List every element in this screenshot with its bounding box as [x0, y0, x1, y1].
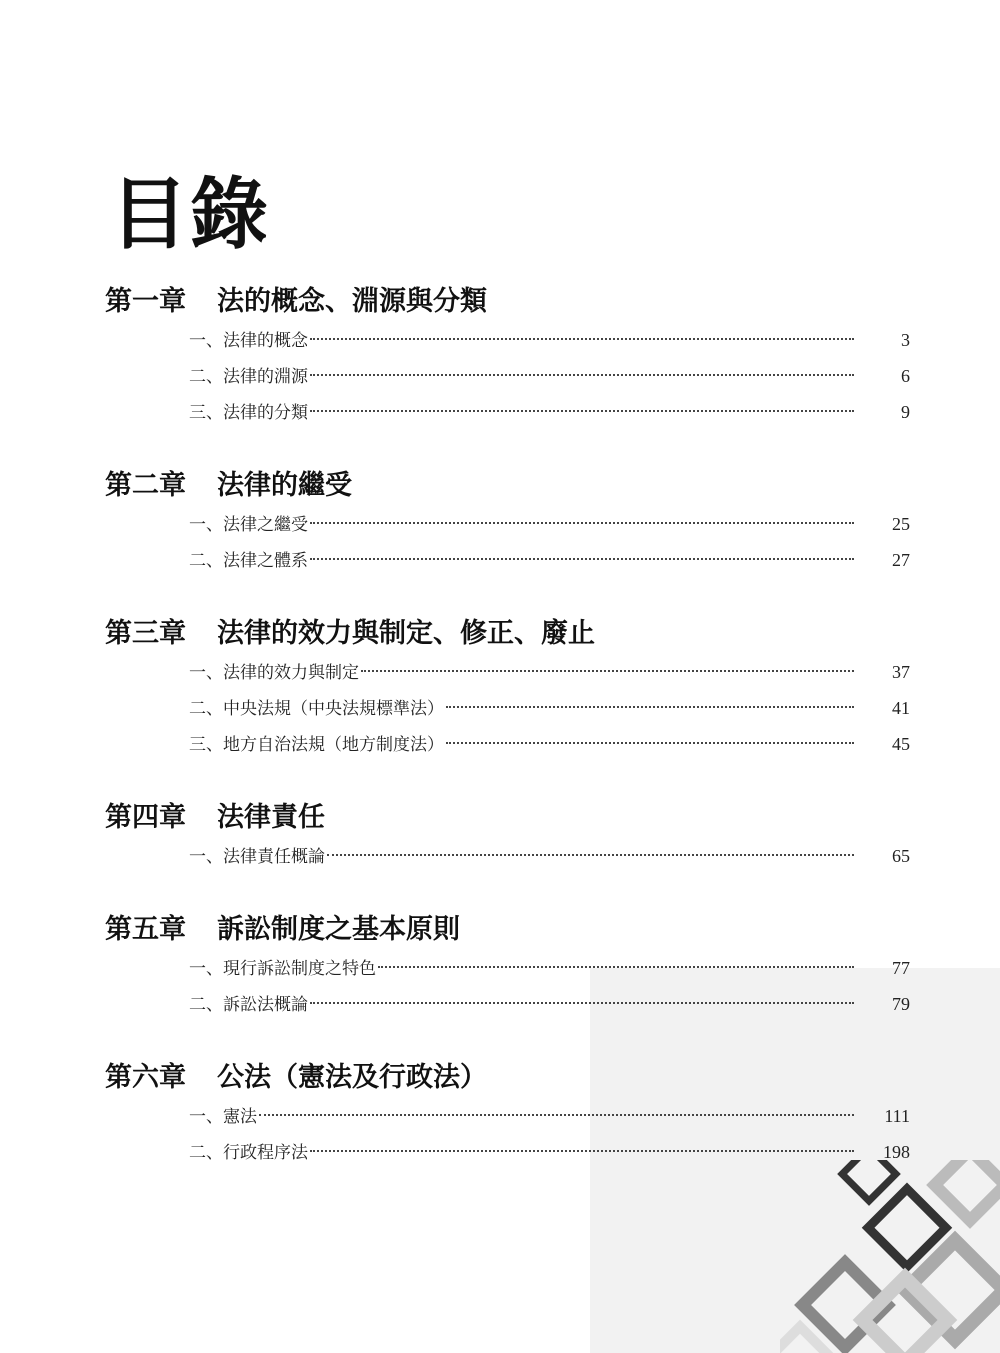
- entry-title: 二、中央法規（中央法規標準法）: [189, 699, 444, 719]
- chapter-6: [105, 1058, 910, 1170]
- chapter-1: [105, 282, 910, 430]
- dot-leader: [310, 374, 854, 376]
- dot-leader: [361, 670, 854, 672]
- page-number: 3: [901, 330, 910, 350]
- chapter-number: 第四章: [105, 802, 186, 833]
- page-number: 41: [892, 698, 910, 718]
- chapter-4: [105, 798, 910, 874]
- page-number: 77: [892, 958, 910, 978]
- chapter-number: 第一章: [105, 286, 186, 317]
- table-of-contents: [105, 282, 910, 1206]
- dot-leader: [378, 966, 854, 968]
- chapter-number: 第三章: [105, 618, 186, 649]
- chapter-heading[interactable]: [105, 798, 910, 838]
- chapter-name: 法律的繼受: [217, 470, 352, 501]
- entry-title: 二、法律的淵源: [189, 367, 308, 387]
- entry-title: 一、憲法: [189, 1107, 257, 1127]
- chapter-2: [105, 466, 910, 578]
- chapter-heading[interactable]: [105, 614, 910, 654]
- toc-entry[interactable]: [189, 838, 910, 874]
- chapter-name: 法的概念、淵源與分類: [217, 286, 487, 317]
- entry-title: 二、訴訟法概論: [189, 995, 308, 1015]
- toc-entry[interactable]: [189, 690, 910, 726]
- page-number: 79: [892, 994, 910, 1014]
- dot-leader: [310, 410, 854, 412]
- entry-title: 一、法律之繼受: [189, 515, 308, 535]
- toc-entry[interactable]: [189, 1098, 910, 1134]
- chapter-heading[interactable]: [105, 282, 910, 322]
- page-number: 6: [901, 366, 910, 386]
- page-number: 65: [892, 846, 910, 866]
- chapter-heading[interactable]: [105, 466, 910, 506]
- chapter-name: 訴訟制度之基本原則: [217, 914, 460, 945]
- page-number: 25: [892, 514, 910, 534]
- chapter-number: 第五章: [105, 914, 186, 945]
- entry-title: 一、現行訴訟制度之特色: [189, 959, 376, 979]
- page-number: 27: [892, 550, 910, 570]
- toc-entry[interactable]: [189, 394, 910, 430]
- toc-entry[interactable]: [189, 654, 910, 690]
- chapter-heading[interactable]: [105, 910, 910, 950]
- dot-leader: [310, 522, 854, 524]
- toc-entry[interactable]: [189, 726, 910, 762]
- toc-entry[interactable]: [189, 506, 910, 542]
- page-number: 111: [884, 1106, 910, 1126]
- toc-entry[interactable]: [189, 986, 910, 1022]
- page-number: 198: [883, 1142, 910, 1162]
- chapter-number: 第二章: [105, 470, 186, 501]
- toc-entry[interactable]: [189, 542, 910, 578]
- toc-entry[interactable]: [189, 358, 910, 394]
- chapter-name: 法律的效力與制定、修正、廢止: [217, 618, 595, 649]
- entry-title: 二、行政程序法: [189, 1143, 308, 1163]
- dot-leader: [446, 706, 854, 708]
- dot-leader: [446, 742, 854, 744]
- page-title: 目錄: [110, 169, 271, 260]
- toc-entry[interactable]: [189, 322, 910, 358]
- dot-leader: [310, 1002, 854, 1004]
- dot-leader: [310, 338, 854, 340]
- entry-title: 一、法律責任概論: [189, 847, 325, 867]
- toc-entry[interactable]: [189, 950, 910, 986]
- chapter-name: 法律責任: [217, 802, 325, 833]
- dot-leader: [259, 1114, 854, 1116]
- entry-title: 一、法律的概念: [189, 331, 308, 351]
- chapter-5: [105, 910, 910, 1022]
- page-number: 37: [892, 662, 910, 682]
- entry-title: 二、法律之體系: [189, 551, 308, 571]
- entry-title: 三、地方自治法規（地方制度法）: [189, 735, 444, 755]
- chapter-3: [105, 614, 910, 762]
- page-number: 9: [901, 402, 910, 422]
- toc-entry[interactable]: [189, 1134, 910, 1170]
- entry-title: 一、法律的效力與制定: [189, 663, 359, 683]
- chapter-name: 公法（憲法及行政法）: [217, 1062, 487, 1093]
- dot-leader: [327, 854, 854, 856]
- dot-leader: [310, 1150, 854, 1152]
- chapter-number: 第六章: [105, 1062, 186, 1093]
- entry-title: 三、法律的分類: [189, 403, 308, 423]
- page-number: 45: [892, 734, 910, 754]
- chapter-heading[interactable]: [105, 1058, 910, 1098]
- dot-leader: [310, 558, 854, 560]
